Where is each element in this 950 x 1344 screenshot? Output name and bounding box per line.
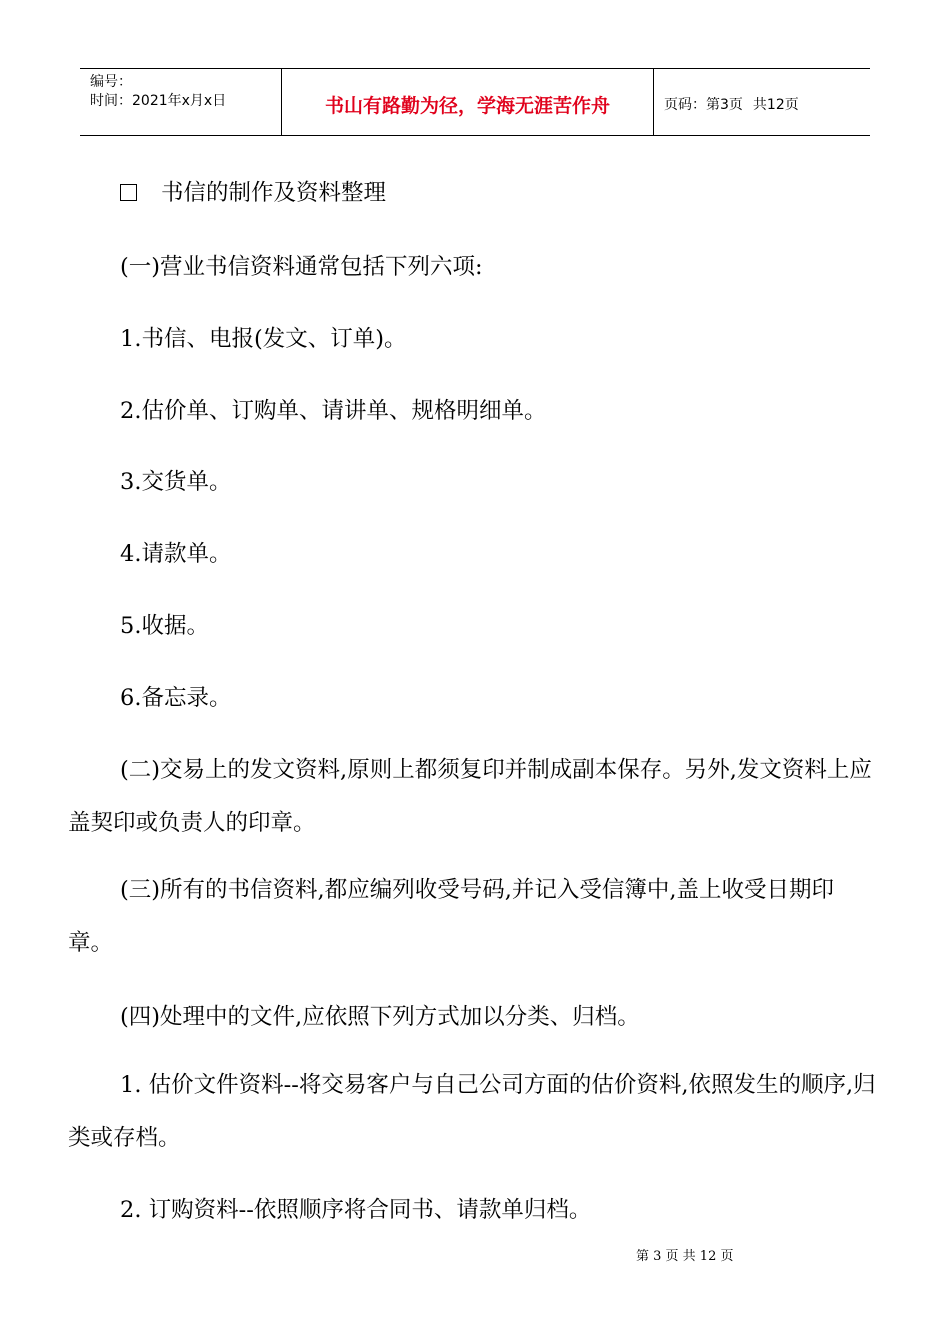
header-motto: 书山有路勤为径，学海无涯苦作舟	[282, 69, 654, 135]
page-label: 页码：第3页	[664, 97, 743, 113]
paragraph-item2: (二)交易上的发文资料,原则上都须复印并制成副本保存。另外,发文资料上应盖契印或负责人的印章。	[68, 757, 872, 836]
paragraph-item4: (四)处理中的文件,应依照下列方式加以分类、归档。	[120, 1004, 640, 1030]
list-item: 2.估价单、订购单、请讲单、规格明细单。	[120, 398, 547, 424]
header-meta	[80, 69, 282, 135]
paragraph-item3: (三)所有的书信资料,都应编列收受号码,并记入受信簿中,盖上收受日期印章。	[68, 877, 835, 956]
list-item: 4.请款单。	[120, 541, 232, 567]
section-title: 书信的制作及资料整理	[161, 180, 387, 206]
section-title-row	[68, 178, 930, 208]
checkbox-square-icon	[120, 184, 137, 201]
item1-intro: (一)营业书信资料通常包括下列六项:	[120, 254, 483, 280]
list-item: 1.书信、电报(发文、订单)。	[120, 326, 407, 352]
list-item: 3.交货单。	[120, 469, 232, 495]
number-label: 编号：	[90, 74, 132, 90]
page-header	[80, 68, 870, 136]
time-label: 时间：2021年x月x日	[90, 93, 227, 109]
list-item: 5.收据。	[120, 613, 209, 639]
paragraph-sub2: 2. 订购资料--依照顺序将合同书、请款单归档。	[120, 1197, 592, 1223]
page-total: 共12页	[752, 97, 799, 113]
paragraph-sub1: 1. 估价文件资料--将交易客户与自己公司方面的估价资料,依照发生的顺序,归类或存档。	[68, 1072, 876, 1151]
header-page-info	[654, 69, 870, 135]
list-item: 6.备忘录。	[120, 685, 232, 711]
page-footer: 第 3 页 共 12 页	[636, 1249, 734, 1264]
